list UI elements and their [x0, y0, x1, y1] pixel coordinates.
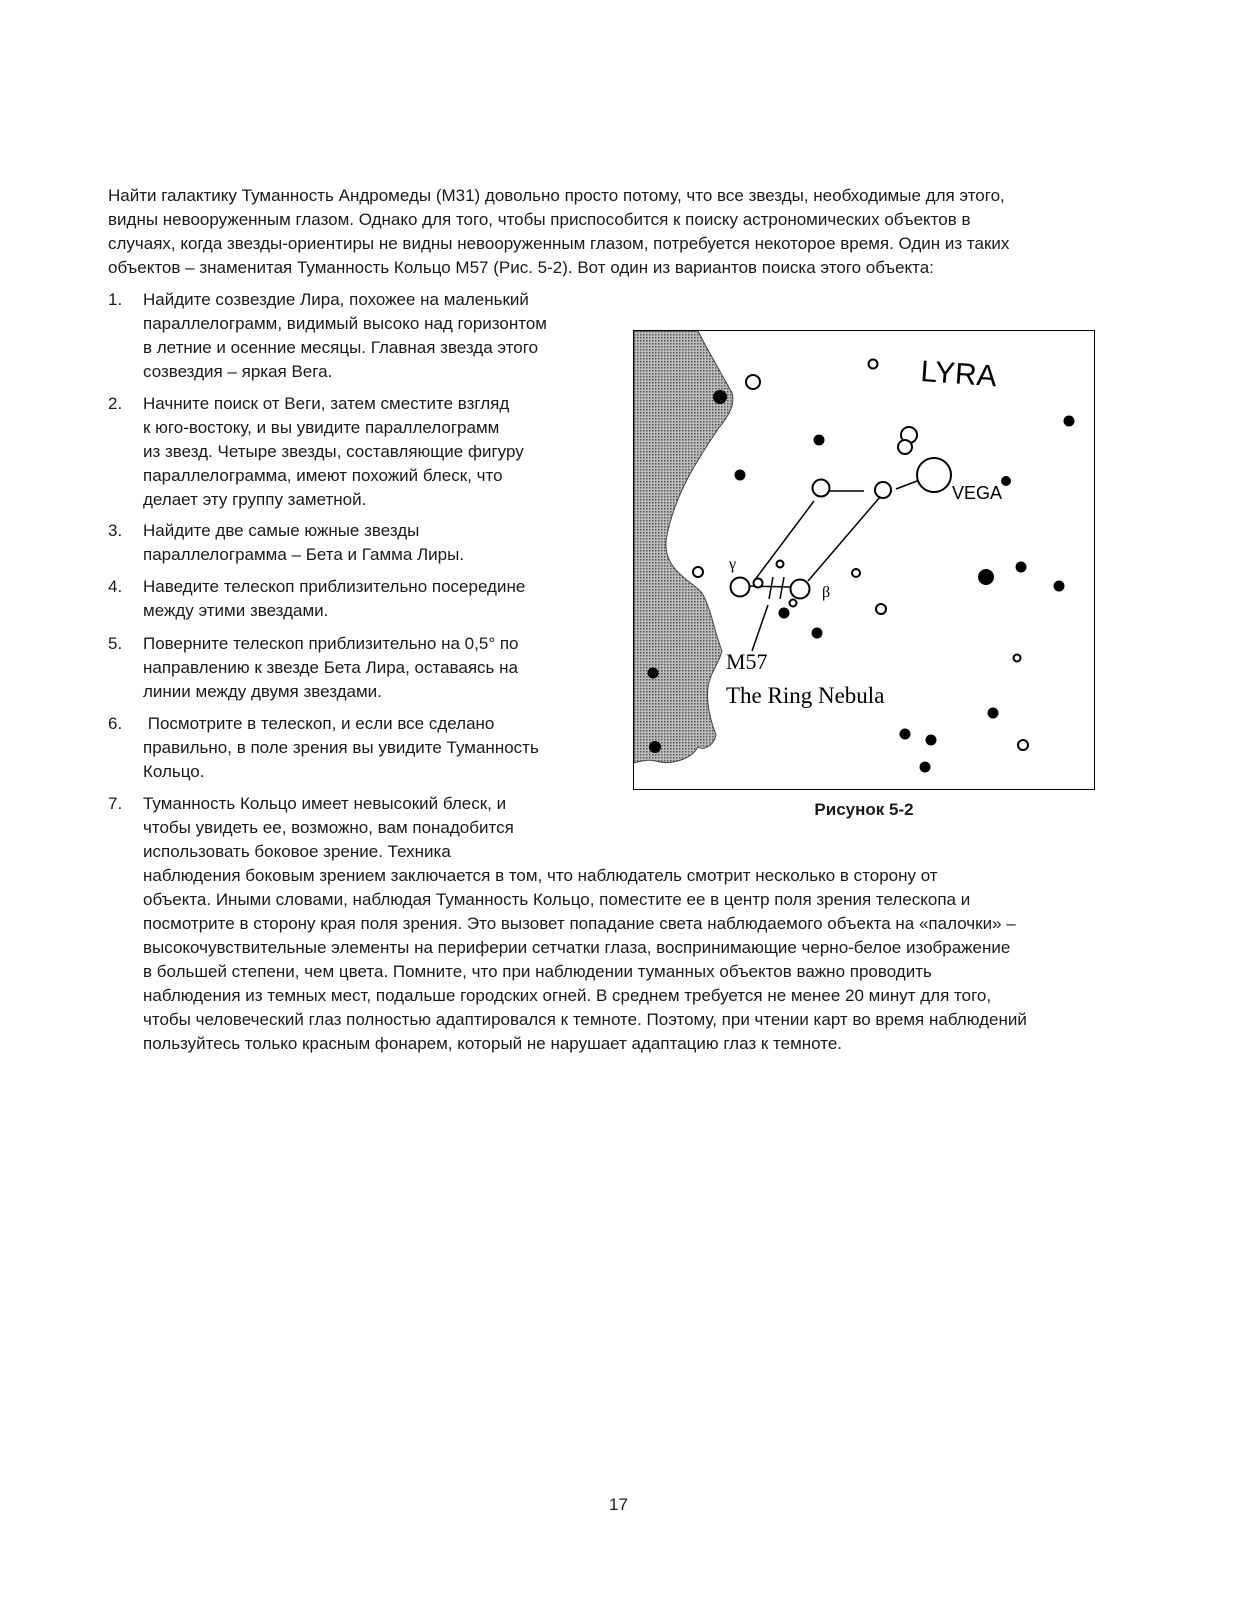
vega-label: VEGA — [952, 483, 1003, 503]
step-line: чтобы человеческий глаз полностью адаптировался к темноте. Поэтому, при чтении карт во время наблюдений — [143, 1010, 1027, 1029]
step-number: 4. — [108, 577, 123, 596]
step-line: Найдите две самые южные звезды — [143, 521, 420, 540]
open-star — [790, 600, 797, 607]
filled-star — [648, 668, 659, 679]
open-star — [746, 375, 760, 389]
step-line: направлению к звезде Бета Лира, оставаясь на — [143, 658, 518, 677]
vega-star — [917, 458, 951, 492]
step-text — [143, 712, 539, 784]
line-zeta-gamma — [754, 501, 814, 581]
step-line: в большей степени, чем цвета. Помните, что при наблюдении туманных объектов важно проводить — [143, 962, 932, 981]
beta-star — [791, 580, 810, 599]
step-line: параллелограмма, имеют похожий блеск, что — [143, 466, 503, 485]
step-line: правильно, в поле зрения вы увидите Туманность — [143, 738, 539, 757]
filled-star — [988, 708, 999, 719]
filled-star — [814, 435, 825, 446]
parallelogram-lines — [748, 481, 917, 651]
open-star — [869, 360, 878, 369]
open-star — [876, 604, 886, 614]
filled-star — [1016, 562, 1027, 573]
step-line: пользуйтесь только красным фонарем, который не нарушает адаптацию глаз к темноте. — [143, 1034, 843, 1053]
filled-star — [900, 729, 911, 740]
line-delta-beta — [808, 497, 880, 581]
m57-label: M57 — [726, 649, 768, 674]
delta-star — [875, 482, 891, 498]
step-line: Посмотрите в телескоп, и если все сделано — [143, 714, 495, 733]
intro-line: Найти галактику Туманность Андромеды (М31) довольно просто потому, что все звезды, необходимые для этого, — [108, 186, 1005, 205]
step-line: посмотрите в сторону края поля зрения. Это вызовет попадание света наблюдаемого объекта на «палочки» – — [143, 914, 1016, 933]
filled-star — [649, 741, 661, 753]
step-line: созвездия – яркая Вега. — [143, 362, 333, 381]
step-line: из звезд. Четыре звезды, составляющие фигуру — [143, 442, 524, 461]
filled-star — [1064, 416, 1075, 427]
star-chart-svg — [634, 331, 1096, 791]
lyra-star-chart — [633, 330, 1095, 790]
open-star — [1014, 655, 1021, 662]
filled-stars — [648, 390, 1075, 773]
step-number: 2. — [108, 394, 123, 413]
step-line: линии между двумя звездами. — [143, 682, 382, 701]
zeta-star — [813, 480, 830, 497]
m57-tick-left — [769, 577, 773, 599]
filled-star — [713, 390, 727, 404]
filled-star — [926, 735, 937, 746]
filled-star — [779, 608, 790, 619]
step-line: Начните поиск от Веги, затем сместите взгляд — [143, 394, 510, 413]
filled-star — [978, 569, 994, 585]
step-line: в летние и осенние месяцы. Главная звезда этого — [143, 338, 539, 357]
filled-star — [1054, 581, 1065, 592]
step-text — [143, 392, 524, 512]
open-star — [852, 569, 860, 577]
step-line: Найдите созвездие Лира, похожее на маленький — [143, 290, 529, 309]
step-number: 3. — [108, 521, 123, 540]
open-star — [1018, 740, 1028, 750]
step-text — [143, 288, 547, 384]
step-line: высокочувствительные элементы на периферии сетчатки глаза, воспринимающие черно-белое изображение — [143, 938, 1011, 957]
open-star — [693, 567, 703, 577]
step-line: Кольцо. — [143, 762, 205, 781]
intro-line: случаях, когда звезды-ориентиры не видны невооруженным глазом, потребуется некоторое время. Один из таких — [108, 234, 1010, 253]
beta-label: β — [822, 584, 831, 601]
open-star — [777, 561, 784, 568]
step-line: к юго-востоку, и вы увидите параллелограмм — [143, 418, 500, 437]
intro-line: объектов – знаменитая Туманность Кольцо М57 (Рис. 5-2). Вот один из вариантов поиска этого объекта: — [108, 258, 934, 277]
step-text — [143, 792, 1027, 1056]
line-delta-vega — [896, 481, 917, 489]
gamma-label: γ — [729, 556, 737, 573]
step-line: наблюдения из темных мест, подальше городских огней. В среднем требуется не менее 20 минут для того, — [143, 986, 992, 1005]
step-number: 7. — [108, 794, 123, 813]
step-line: использовать боковое зрение. Техника — [143, 842, 451, 861]
m57-tick-right — [780, 577, 784, 599]
step-line: параллелограмм, видимый высоко над горизонтом — [143, 314, 547, 333]
step-number: 5. — [108, 634, 123, 653]
step-line: чтобы увидеть ее, возможно, вам понадобится — [143, 818, 514, 837]
step-line: Наведите телескоп приблизительно посередине — [143, 577, 526, 596]
intro-paragraph — [108, 184, 1128, 280]
filled-star — [812, 628, 823, 639]
step-text — [143, 519, 464, 567]
step-text — [143, 632, 519, 704]
open-star — [898, 440, 912, 454]
step-text — [143, 575, 525, 623]
gamma-star — [731, 578, 750, 597]
step-line: Поверните телескоп приблизительно на 0,5° по — [143, 634, 519, 653]
filled-star — [920, 762, 931, 773]
figure-caption: Рисунок 5-2 — [814, 800, 914, 819]
open-star — [754, 579, 763, 588]
m57-pointer-line — [752, 605, 768, 651]
step-line: объекта. Иными словами, наблюдая Туманность Кольцо, поместите ее в центр поля зрения телескопа и — [143, 890, 971, 909]
step-line: параллелограмма – Бета и Гамма Лиры. — [143, 545, 465, 564]
filled-star — [1001, 476, 1011, 486]
step-line: между этими звездами. — [143, 601, 329, 620]
page-number: 17 — [609, 1495, 628, 1514]
step-line: Туманность Кольцо имеет невысокий блеск, и — [143, 794, 507, 813]
lyra-label: LYRA — [919, 355, 998, 394]
ring-nebula-label: The Ring Nebula — [726, 683, 885, 708]
step-number: 1. — [108, 290, 123, 309]
step-line: наблюдения боковым зрением заключается в том, что наблюдатель смотрит несколько в сторону от — [143, 866, 938, 885]
step-number: 6. — [108, 714, 123, 733]
step-line: делает эту группу заметной. — [143, 490, 367, 509]
intro-line: видны невооруженным глазом. Однако для того, чтобы приспособится к поиску астрономических объектов в — [108, 210, 971, 229]
filled-star — [735, 470, 746, 481]
